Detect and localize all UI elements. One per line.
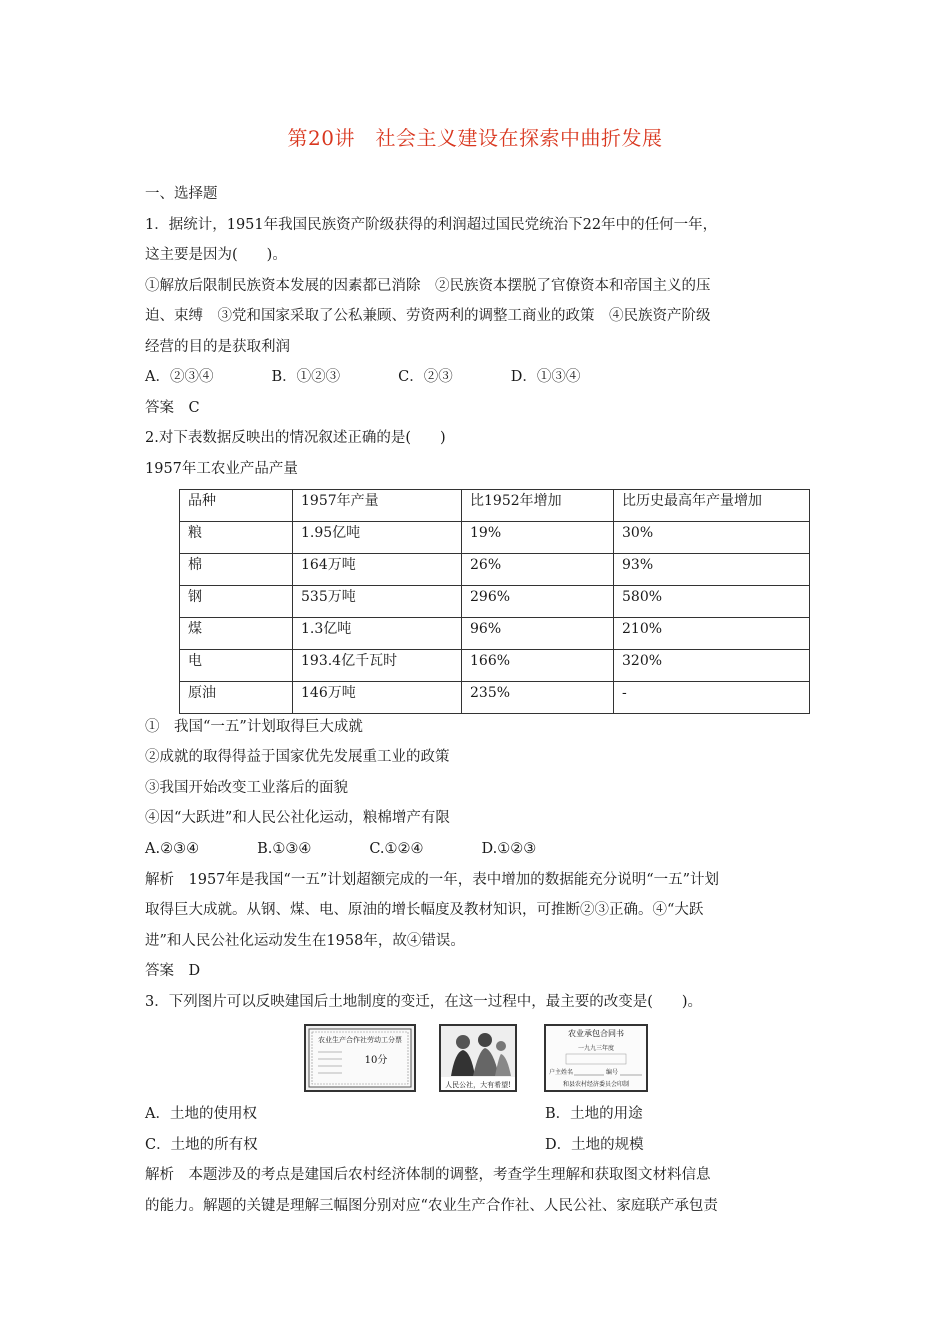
table-cell: 580% bbox=[614, 586, 810, 618]
q2-item-4: ④因“大跃进”和人民公社化运动，粮棉增产有限 bbox=[145, 810, 450, 826]
table-row bbox=[180, 682, 810, 714]
table-header-cell: 比1952年增加 bbox=[462, 490, 614, 522]
table-row bbox=[180, 554, 810, 586]
table-cell: 棉 bbox=[180, 554, 293, 586]
table-cell: 210% bbox=[614, 618, 810, 650]
table-cell: 原油 bbox=[180, 682, 293, 714]
q1-option-line-3: 经营的目的是获取利润 bbox=[145, 339, 290, 355]
table-header-row bbox=[180, 490, 810, 522]
pic3-line: 户主姓名 bbox=[549, 1069, 574, 1076]
work-point-ticket-image bbox=[304, 1024, 416, 1092]
production-table bbox=[179, 489, 810, 714]
commune-poster-image bbox=[439, 1024, 517, 1092]
q2-analysis-line-2: 取得巨大成就。从钢、煤、电、原油的增长幅度及教材知识，可推断②③正确。④“大跃 bbox=[145, 902, 704, 918]
table-cell: 钢 bbox=[180, 586, 293, 618]
table-cell: 164万吨 bbox=[293, 554, 462, 586]
table-cell: 19% bbox=[462, 522, 614, 554]
q3-option-b: B．土地的用途 bbox=[545, 1106, 643, 1122]
table-cell: 1.95亿吨 bbox=[293, 522, 462, 554]
q3-analysis-line-1: 解析 本题涉及的考点是建国后农村经济体制的调整，考查学生理解和获取图文材料信息 bbox=[145, 1167, 711, 1183]
q2-stem: 2.对下表数据反映出的情况叙述正确的是( ) bbox=[145, 430, 446, 446]
table-cell: 166% bbox=[462, 650, 614, 682]
section-heading: 一、选择题 bbox=[145, 186, 218, 202]
pic3-year: 一九九三年度 bbox=[577, 1045, 615, 1052]
q3-option-a: A．土地的使用权 bbox=[145, 1106, 257, 1122]
table-cell: - bbox=[614, 682, 810, 714]
q2-item-3: ③我国开始改变工业落后的面貌 bbox=[145, 780, 348, 796]
table-cell: 535万吨 bbox=[293, 586, 462, 618]
q1-option-line-1: ①解放后限制民族资本发展的因素都已消除 ②民族资本摆脱了官僚资本和帝国主义的压 bbox=[145, 278, 711, 294]
table-row bbox=[180, 650, 810, 682]
q2-analysis-line-1: 解析 1957年是我国“一五”计划超额完成的一年，表中增加的数据能充分说明“一五”计划 bbox=[145, 872, 720, 888]
q2-answer: 答案 D bbox=[145, 963, 201, 979]
contract-document-image bbox=[544, 1024, 648, 1092]
page-title: 第20讲 社会主义建设在探索中曲折发展 bbox=[287, 126, 663, 150]
table-row bbox=[180, 618, 810, 650]
table-cell: 193.4亿千瓦时 bbox=[293, 650, 462, 682]
q3-analysis-line-2: 的能力。解题的关键是理解三幅图分别对应“农业生产合作社、人民公社、家庭联产承包责 bbox=[145, 1198, 718, 1214]
q3-option-c: C．土地的所有权 bbox=[145, 1137, 258, 1153]
q3-stem: 3．下列图片可以反映建国后土地制度的变迁，在这一过程中，最主要的改变是( )。 bbox=[145, 994, 703, 1010]
table-cell: 1.3亿吨 bbox=[293, 618, 462, 650]
pic1-value: 10分 bbox=[364, 1055, 388, 1066]
table-cell: 296% bbox=[462, 586, 614, 618]
table-cell: 粮 bbox=[180, 522, 293, 554]
q2-item-1: ① 我国“一五”计划取得巨大成就 bbox=[145, 719, 363, 735]
q1-choices: A．②③④ B．①②③ C．②③ D．①③④ bbox=[145, 369, 581, 385]
pic3-line2: 编号 bbox=[606, 1069, 619, 1076]
table-cell: 煤 bbox=[180, 618, 293, 650]
table-cell: 26% bbox=[462, 554, 614, 586]
table-row bbox=[180, 522, 810, 554]
q1-stem-line-1: 1．据统计，1951年我国民族资产阶级获得的利润超过国民党统治下22年中的任何一年， bbox=[145, 217, 718, 233]
table-cell: 30% bbox=[614, 522, 810, 554]
table-header-cell: 比历史最高年产量增加 bbox=[614, 490, 810, 522]
table-cell: 96% bbox=[462, 618, 614, 650]
q2-choices: A.②③④ B.①③④ C.①②④ D.①②③ bbox=[145, 841, 537, 857]
q2-analysis-line-3: 进”和人民公社化运动发生在1958年，故④错误。 bbox=[145, 933, 465, 949]
q2-item-2: ②成就的取得得益于国家优先发展重工业的政策 bbox=[145, 749, 450, 765]
table-caption: 1957年工农业产品产量 bbox=[145, 461, 298, 477]
pic3-footer: 和县农村经济委员会印制 bbox=[562, 1081, 630, 1088]
pic1-heading: 农业生产合作社劳动工分票 bbox=[318, 1036, 402, 1044]
table-cell: 93% bbox=[614, 554, 810, 586]
table-cell: 146万吨 bbox=[293, 682, 462, 714]
table-cell: 235% bbox=[462, 682, 614, 714]
q1-stem-line-2: 这主要是因为( )。 bbox=[145, 247, 287, 263]
q1-answer: 答案 C bbox=[145, 400, 200, 416]
pic2-caption: 人民公社，大有希望! bbox=[445, 1081, 511, 1089]
q1-option-line-2: 迫、束缚 ③党和国家采取了公私兼顾、劳资两利的调整工商业的政策 ④民族资产阶级 bbox=[145, 308, 711, 324]
table-cell: 电 bbox=[180, 650, 293, 682]
q3-option-d: D．土地的规模 bbox=[545, 1137, 644, 1153]
table-cell: 320% bbox=[614, 650, 810, 682]
pic3-title: 农业承包合同书 bbox=[568, 1029, 624, 1038]
table-row bbox=[180, 586, 810, 618]
table-header-cell: 1957年产量 bbox=[293, 490, 462, 522]
table-header-cell: 品种 bbox=[180, 490, 293, 522]
